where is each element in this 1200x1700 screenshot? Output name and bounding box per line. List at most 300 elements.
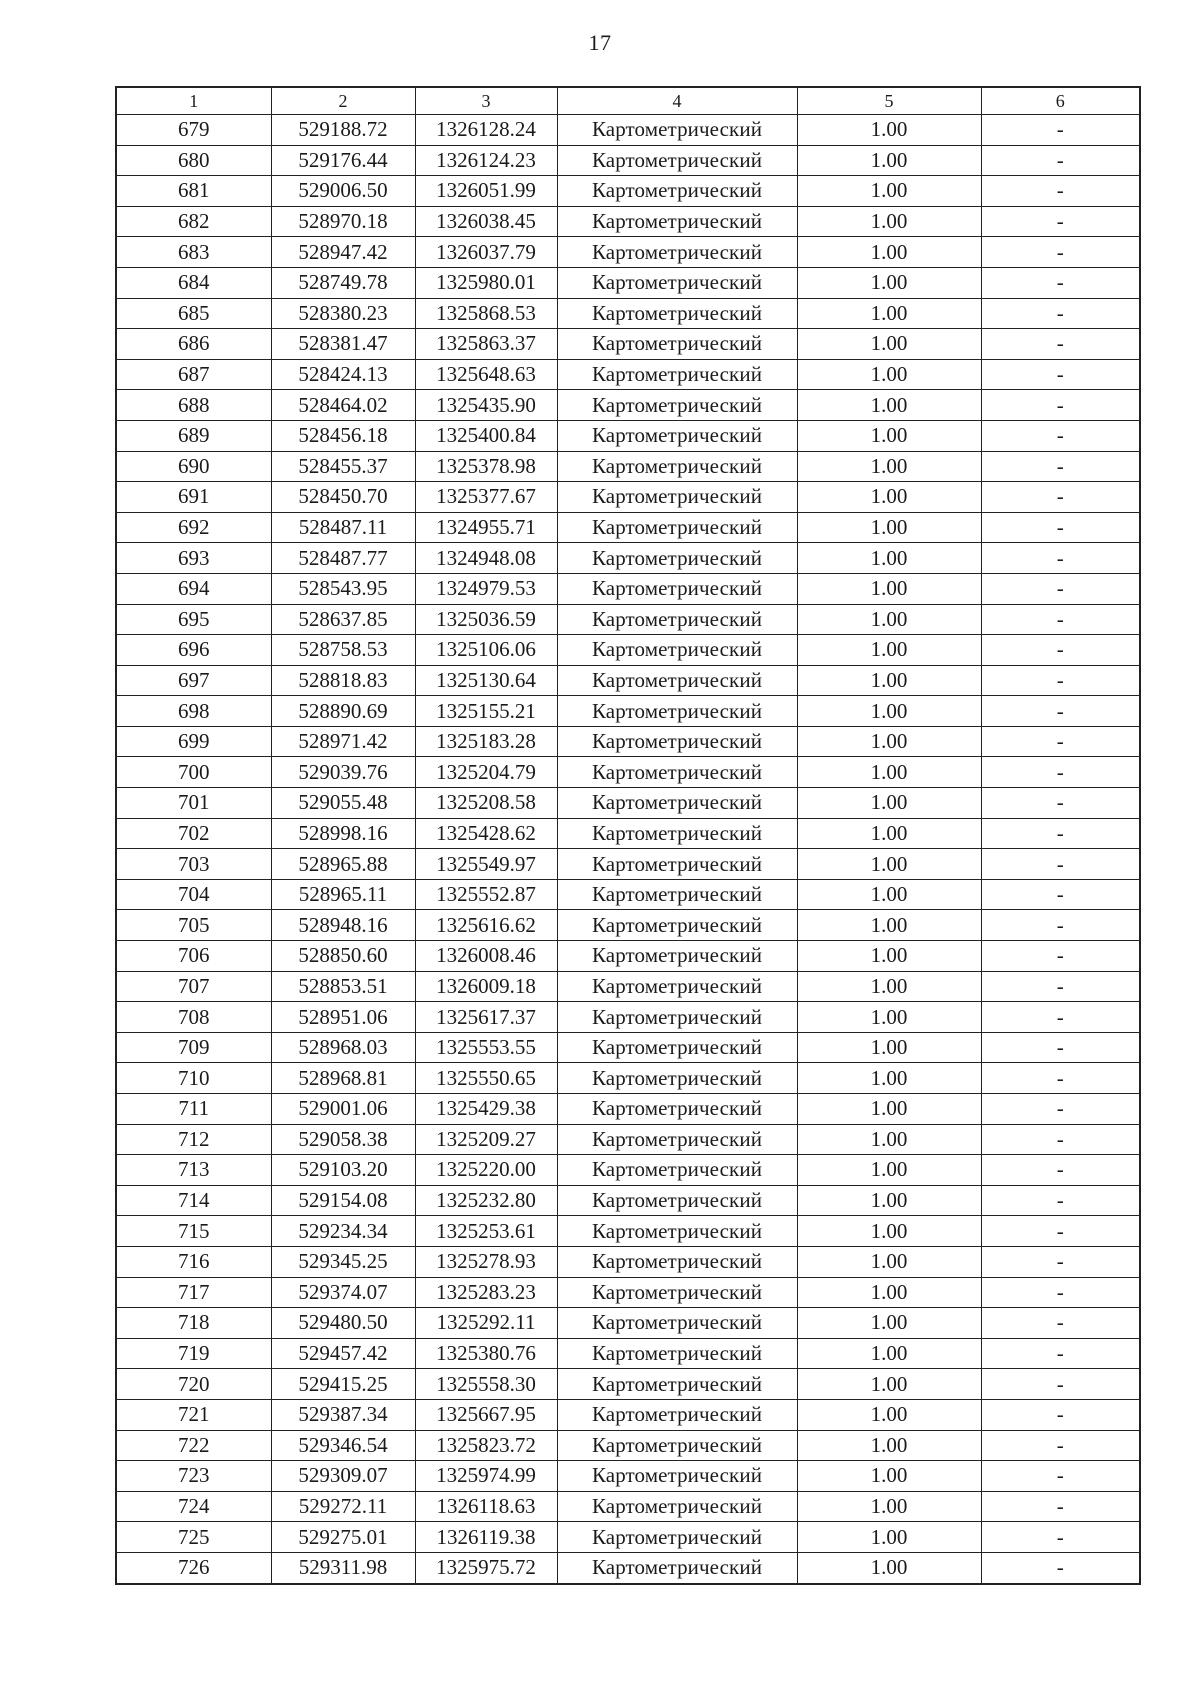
- x-coordinate-cell: 529188.72: [271, 115, 415, 146]
- point-number-cell: 683: [116, 237, 271, 268]
- table-row: [116, 512, 1140, 543]
- note-cell: -: [981, 879, 1140, 910]
- x-coordinate-cell: 528968.81: [271, 1063, 415, 1094]
- note-cell: -: [981, 206, 1140, 237]
- accuracy-cell: 1.00: [797, 849, 981, 880]
- y-coordinate-cell: 1326119.38: [415, 1522, 557, 1553]
- accuracy-cell: 1.00: [797, 696, 981, 727]
- point-number-cell: 719: [116, 1338, 271, 1369]
- point-number-cell: 697: [116, 665, 271, 696]
- y-coordinate-cell: 1325863.37: [415, 329, 557, 360]
- note-cell: -: [981, 267, 1140, 298]
- note-cell: -: [981, 1522, 1140, 1553]
- method-cell: Картометрический: [557, 1522, 797, 1553]
- note-cell: -: [981, 482, 1140, 513]
- method-cell: Картометрический: [557, 298, 797, 329]
- accuracy-cell: 1.00: [797, 298, 981, 329]
- y-coordinate-cell: 1325648.63: [415, 359, 557, 390]
- note-cell: -: [981, 1155, 1140, 1186]
- x-coordinate-cell: 529415.25: [271, 1369, 415, 1400]
- method-cell: Картометрический: [557, 115, 797, 146]
- accuracy-cell: 1.00: [797, 879, 981, 910]
- table-row: [116, 267, 1140, 298]
- y-coordinate-cell: 1325232.80: [415, 1185, 557, 1216]
- method-cell: Картометрический: [557, 237, 797, 268]
- y-coordinate-cell: 1325616.62: [415, 910, 557, 941]
- x-coordinate-cell: 528464.02: [271, 390, 415, 421]
- accuracy-cell: 1.00: [797, 451, 981, 482]
- accuracy-cell: 1.00: [797, 1185, 981, 1216]
- x-coordinate-cell: 529311.98: [271, 1552, 415, 1583]
- y-coordinate-cell: 1326051.99: [415, 176, 557, 207]
- method-cell: Картометрический: [557, 1491, 797, 1522]
- point-number-cell: 713: [116, 1155, 271, 1186]
- table-row: [116, 1124, 1140, 1155]
- y-coordinate-cell: 1325378.98: [415, 451, 557, 482]
- table-row: [116, 1185, 1140, 1216]
- point-number-cell: 695: [116, 604, 271, 635]
- note-cell: -: [981, 176, 1140, 207]
- table-row: [116, 635, 1140, 666]
- note-cell: -: [981, 115, 1140, 146]
- accuracy-cell: 1.00: [797, 329, 981, 360]
- note-cell: -: [981, 788, 1140, 819]
- table-row: [116, 696, 1140, 727]
- point-number-cell: 688: [116, 390, 271, 421]
- note-cell: -: [981, 818, 1140, 849]
- note-cell: -: [981, 696, 1140, 727]
- method-cell: Картометрический: [557, 329, 797, 360]
- table-row: [116, 757, 1140, 788]
- y-coordinate-cell: 1325036.59: [415, 604, 557, 635]
- accuracy-cell: 1.00: [797, 145, 981, 176]
- table-row: [116, 1094, 1140, 1125]
- point-number-cell: 707: [116, 971, 271, 1002]
- x-coordinate-cell: 528850.60: [271, 941, 415, 972]
- method-cell: Картометрический: [557, 390, 797, 421]
- accuracy-cell: 1.00: [797, 573, 981, 604]
- column-header-5: 5: [797, 87, 981, 115]
- table-row: [116, 329, 1140, 360]
- table-row: [116, 420, 1140, 451]
- point-number-cell: 708: [116, 1002, 271, 1033]
- x-coordinate-cell: 529058.38: [271, 1124, 415, 1155]
- x-coordinate-cell: 528948.16: [271, 910, 415, 941]
- table-row: [116, 482, 1140, 513]
- point-number-cell: 684: [116, 267, 271, 298]
- point-number-cell: 694: [116, 573, 271, 604]
- method-cell: Картометрический: [557, 482, 797, 513]
- method-cell: Картометрический: [557, 267, 797, 298]
- point-number-cell: 726: [116, 1552, 271, 1583]
- method-cell: Картометрический: [557, 573, 797, 604]
- table-row: [116, 726, 1140, 757]
- y-coordinate-cell: 1326008.46: [415, 941, 557, 972]
- point-number-cell: 681: [116, 176, 271, 207]
- accuracy-cell: 1.00: [797, 1308, 981, 1339]
- note-cell: -: [981, 1461, 1140, 1492]
- accuracy-cell: 1.00: [797, 635, 981, 666]
- x-coordinate-cell: 528951.06: [271, 1002, 415, 1033]
- x-coordinate-cell: 528970.18: [271, 206, 415, 237]
- note-cell: -: [981, 512, 1140, 543]
- x-coordinate-cell: 529055.48: [271, 788, 415, 819]
- y-coordinate-cell: 1326009.18: [415, 971, 557, 1002]
- x-coordinate-cell: 529103.20: [271, 1155, 415, 1186]
- accuracy-cell: 1.00: [797, 1246, 981, 1277]
- y-coordinate-cell: 1326128.24: [415, 115, 557, 146]
- y-coordinate-cell: 1325106.06: [415, 635, 557, 666]
- x-coordinate-cell: 528543.95: [271, 573, 415, 604]
- note-cell: -: [981, 1246, 1140, 1277]
- table-row: [116, 237, 1140, 268]
- x-coordinate-cell: 528455.37: [271, 451, 415, 482]
- column-header-1: 1: [116, 87, 271, 115]
- method-cell: Картометрический: [557, 543, 797, 574]
- note-cell: -: [981, 757, 1140, 788]
- point-number-cell: 701: [116, 788, 271, 819]
- y-coordinate-cell: 1325617.37: [415, 1002, 557, 1033]
- y-coordinate-cell: 1325130.64: [415, 665, 557, 696]
- accuracy-cell: 1.00: [797, 543, 981, 574]
- point-number-cell: 698: [116, 696, 271, 727]
- method-cell: Картометрический: [557, 512, 797, 543]
- method-cell: Картометрический: [557, 757, 797, 788]
- method-cell: Картометрический: [557, 971, 797, 1002]
- note-cell: -: [981, 1063, 1140, 1094]
- point-number-cell: 725: [116, 1522, 271, 1553]
- accuracy-cell: 1.00: [797, 1032, 981, 1063]
- table-row: [116, 818, 1140, 849]
- note-cell: -: [981, 910, 1140, 941]
- accuracy-cell: 1.00: [797, 390, 981, 421]
- table-row: [116, 1277, 1140, 1308]
- y-coordinate-cell: 1325553.55: [415, 1032, 557, 1063]
- table-row: [116, 543, 1140, 574]
- accuracy-cell: 1.00: [797, 971, 981, 1002]
- accuracy-cell: 1.00: [797, 1552, 981, 1583]
- x-coordinate-cell: 528965.11: [271, 879, 415, 910]
- accuracy-cell: 1.00: [797, 1461, 981, 1492]
- y-coordinate-cell: 1325155.21: [415, 696, 557, 727]
- note-cell: -: [981, 1338, 1140, 1369]
- method-cell: Картометрический: [557, 1185, 797, 1216]
- x-coordinate-cell: 528853.51: [271, 971, 415, 1002]
- point-number-cell: 702: [116, 818, 271, 849]
- accuracy-cell: 1.00: [797, 665, 981, 696]
- y-coordinate-cell: 1326038.45: [415, 206, 557, 237]
- point-number-cell: 692: [116, 512, 271, 543]
- note-cell: -: [981, 665, 1140, 696]
- note-cell: -: [981, 635, 1140, 666]
- method-cell: Картометрический: [557, 604, 797, 635]
- point-number-cell: 682: [116, 206, 271, 237]
- point-number-cell: 696: [116, 635, 271, 666]
- y-coordinate-cell: 1326037.79: [415, 237, 557, 268]
- note-cell: -: [981, 237, 1140, 268]
- x-coordinate-cell: 529154.08: [271, 1185, 415, 1216]
- method-cell: Картометрический: [557, 1002, 797, 1033]
- method-cell: Картометрический: [557, 1124, 797, 1155]
- method-cell: Картометрический: [557, 1094, 797, 1125]
- x-coordinate-cell: 529345.25: [271, 1246, 415, 1277]
- table-row: [116, 1338, 1140, 1369]
- x-coordinate-cell: 528424.13: [271, 359, 415, 390]
- accuracy-cell: 1.00: [797, 1430, 981, 1461]
- x-coordinate-cell: 529457.42: [271, 1338, 415, 1369]
- point-number-cell: 712: [116, 1124, 271, 1155]
- note-cell: -: [981, 1094, 1140, 1125]
- column-header-2: 2: [271, 87, 415, 115]
- table-row: [116, 1461, 1140, 1492]
- table-row: [116, 573, 1140, 604]
- method-cell: Картометрический: [557, 1399, 797, 1430]
- accuracy-cell: 1.00: [797, 1094, 981, 1125]
- coordinates-table: [115, 86, 1141, 1585]
- note-cell: -: [981, 298, 1140, 329]
- point-number-cell: 720: [116, 1369, 271, 1400]
- x-coordinate-cell: 528749.78: [271, 267, 415, 298]
- method-cell: Картометрический: [557, 696, 797, 727]
- note-cell: -: [981, 1399, 1140, 1430]
- table-header: [116, 87, 1140, 115]
- y-coordinate-cell: 1325823.72: [415, 1430, 557, 1461]
- note-cell: -: [981, 390, 1140, 421]
- x-coordinate-cell: 529234.34: [271, 1216, 415, 1247]
- table-row: [116, 941, 1140, 972]
- y-coordinate-cell: 1325278.93: [415, 1246, 557, 1277]
- method-cell: Картометрический: [557, 176, 797, 207]
- method-cell: Картометрический: [557, 818, 797, 849]
- accuracy-cell: 1.00: [797, 788, 981, 819]
- method-cell: Картометрический: [557, 1277, 797, 1308]
- x-coordinate-cell: 529480.50: [271, 1308, 415, 1339]
- x-coordinate-cell: 528450.70: [271, 482, 415, 513]
- point-number-cell: 685: [116, 298, 271, 329]
- note-cell: -: [981, 573, 1140, 604]
- note-cell: -: [981, 1216, 1140, 1247]
- note-cell: -: [981, 1124, 1140, 1155]
- method-cell: Картометрический: [557, 910, 797, 941]
- x-coordinate-cell: 528381.47: [271, 329, 415, 360]
- y-coordinate-cell: 1325868.53: [415, 298, 557, 329]
- method-cell: Картометрический: [557, 635, 797, 666]
- y-coordinate-cell: 1325283.23: [415, 1277, 557, 1308]
- x-coordinate-cell: 528487.77: [271, 543, 415, 574]
- point-number-cell: 679: [116, 115, 271, 146]
- y-coordinate-cell: 1325980.01: [415, 267, 557, 298]
- x-coordinate-cell: 529374.07: [271, 1277, 415, 1308]
- note-cell: -: [981, 1277, 1140, 1308]
- y-coordinate-cell: 1325549.97: [415, 849, 557, 880]
- accuracy-cell: 1.00: [797, 267, 981, 298]
- method-cell: Картометрический: [557, 665, 797, 696]
- y-coordinate-cell: 1325552.87: [415, 879, 557, 910]
- note-cell: -: [981, 849, 1140, 880]
- y-coordinate-cell: 1325253.61: [415, 1216, 557, 1247]
- y-coordinate-cell: 1325380.76: [415, 1338, 557, 1369]
- point-number-cell: 716: [116, 1246, 271, 1277]
- x-coordinate-cell: 528968.03: [271, 1032, 415, 1063]
- x-coordinate-cell: 529275.01: [271, 1522, 415, 1553]
- accuracy-cell: 1.00: [797, 237, 981, 268]
- y-coordinate-cell: 1325428.62: [415, 818, 557, 849]
- note-cell: -: [981, 941, 1140, 972]
- table-row: [116, 451, 1140, 482]
- table-row: [116, 115, 1140, 146]
- x-coordinate-cell: 528380.23: [271, 298, 415, 329]
- point-number-cell: 690: [116, 451, 271, 482]
- method-cell: Картометрический: [557, 1216, 797, 1247]
- y-coordinate-cell: 1325435.90: [415, 390, 557, 421]
- y-coordinate-cell: 1325400.84: [415, 420, 557, 451]
- method-cell: Картометрический: [557, 941, 797, 972]
- note-cell: -: [981, 359, 1140, 390]
- accuracy-cell: 1.00: [797, 420, 981, 451]
- method-cell: Картометрический: [557, 451, 797, 482]
- accuracy-cell: 1.00: [797, 910, 981, 941]
- y-coordinate-cell: 1326124.23: [415, 145, 557, 176]
- x-coordinate-cell: 529272.11: [271, 1491, 415, 1522]
- note-cell: -: [981, 971, 1140, 1002]
- x-coordinate-cell: 529346.54: [271, 1430, 415, 1461]
- accuracy-cell: 1.00: [797, 176, 981, 207]
- table-body: [116, 115, 1140, 1584]
- accuracy-cell: 1.00: [797, 482, 981, 513]
- note-cell: -: [981, 543, 1140, 574]
- accuracy-cell: 1.00: [797, 757, 981, 788]
- point-number-cell: 706: [116, 941, 271, 972]
- column-header-4: 4: [557, 87, 797, 115]
- table-row: [116, 1063, 1140, 1094]
- point-number-cell: 709: [116, 1032, 271, 1063]
- point-number-cell: 724: [116, 1491, 271, 1522]
- x-coordinate-cell: 528971.42: [271, 726, 415, 757]
- point-number-cell: 703: [116, 849, 271, 880]
- x-coordinate-cell: 528998.16: [271, 818, 415, 849]
- method-cell: Картометрический: [557, 145, 797, 176]
- accuracy-cell: 1.00: [797, 206, 981, 237]
- y-coordinate-cell: 1325208.58: [415, 788, 557, 819]
- y-coordinate-cell: 1325377.67: [415, 482, 557, 513]
- table-row: [116, 1491, 1140, 1522]
- table-row: [116, 971, 1140, 1002]
- note-cell: -: [981, 145, 1140, 176]
- table-row: [116, 604, 1140, 635]
- note-cell: -: [981, 1491, 1140, 1522]
- accuracy-cell: 1.00: [797, 1338, 981, 1369]
- note-cell: -: [981, 1032, 1140, 1063]
- note-cell: -: [981, 1430, 1140, 1461]
- x-coordinate-cell: 528965.88: [271, 849, 415, 880]
- table-row: [116, 298, 1140, 329]
- point-number-cell: 686: [116, 329, 271, 360]
- x-coordinate-cell: 529309.07: [271, 1461, 415, 1492]
- y-coordinate-cell: 1326118.63: [415, 1491, 557, 1522]
- y-coordinate-cell: 1325204.79: [415, 757, 557, 788]
- method-cell: Картометрический: [557, 788, 797, 819]
- note-cell: -: [981, 1185, 1140, 1216]
- accuracy-cell: 1.00: [797, 512, 981, 543]
- table-row: [116, 145, 1140, 176]
- point-number-cell: 680: [116, 145, 271, 176]
- point-number-cell: 691: [116, 482, 271, 513]
- method-cell: Картометрический: [557, 726, 797, 757]
- table-row: [116, 1552, 1140, 1583]
- note-cell: -: [981, 1308, 1140, 1339]
- table-row: [116, 176, 1140, 207]
- point-number-cell: 714: [116, 1185, 271, 1216]
- point-number-cell: 711: [116, 1094, 271, 1125]
- table-row: [116, 879, 1140, 910]
- note-cell: -: [981, 1369, 1140, 1400]
- table-row: [116, 849, 1140, 880]
- accuracy-cell: 1.00: [797, 604, 981, 635]
- table-row: [116, 1522, 1140, 1553]
- point-number-cell: 718: [116, 1308, 271, 1339]
- y-coordinate-cell: 1325183.28: [415, 726, 557, 757]
- method-cell: Картометрический: [557, 879, 797, 910]
- accuracy-cell: 1.00: [797, 1063, 981, 1094]
- method-cell: Картометрический: [557, 420, 797, 451]
- point-number-cell: 687: [116, 359, 271, 390]
- y-coordinate-cell: 1325667.95: [415, 1399, 557, 1430]
- table-row: [116, 359, 1140, 390]
- method-cell: Картометрический: [557, 1338, 797, 1369]
- accuracy-cell: 1.00: [797, 726, 981, 757]
- point-number-cell: 705: [116, 910, 271, 941]
- point-number-cell: 699: [116, 726, 271, 757]
- method-cell: Картометрический: [557, 849, 797, 880]
- accuracy-cell: 1.00: [797, 359, 981, 390]
- method-cell: Картометрический: [557, 1552, 797, 1583]
- y-coordinate-cell: 1324979.53: [415, 573, 557, 604]
- column-header-3: 3: [415, 87, 557, 115]
- point-number-cell: 700: [116, 757, 271, 788]
- y-coordinate-cell: 1325292.11: [415, 1308, 557, 1339]
- note-cell: -: [981, 329, 1140, 360]
- table-row: [116, 788, 1140, 819]
- table-row: [116, 1002, 1140, 1033]
- point-number-cell: 722: [116, 1430, 271, 1461]
- method-cell: Картометрический: [557, 1246, 797, 1277]
- method-cell: Картометрический: [557, 1430, 797, 1461]
- y-coordinate-cell: 1324955.71: [415, 512, 557, 543]
- accuracy-cell: 1.00: [797, 1155, 981, 1186]
- accuracy-cell: 1.00: [797, 1491, 981, 1522]
- table-row: [116, 206, 1140, 237]
- x-coordinate-cell: 529176.44: [271, 145, 415, 176]
- x-coordinate-cell: 528758.53: [271, 635, 415, 666]
- point-number-cell: 721: [116, 1399, 271, 1430]
- x-coordinate-cell: 528818.83: [271, 665, 415, 696]
- method-cell: Картометрический: [557, 206, 797, 237]
- method-cell: Картометрический: [557, 1155, 797, 1186]
- point-number-cell: 689: [116, 420, 271, 451]
- point-number-cell: 717: [116, 1277, 271, 1308]
- page-number: 17: [588, 30, 612, 55]
- x-coordinate-cell: 528456.18: [271, 420, 415, 451]
- accuracy-cell: 1.00: [797, 818, 981, 849]
- column-header-6: 6: [981, 87, 1140, 115]
- table-row: [116, 1246, 1140, 1277]
- x-coordinate-cell: 529001.06: [271, 1094, 415, 1125]
- y-coordinate-cell: 1325975.72: [415, 1552, 557, 1583]
- x-coordinate-cell: 528947.42: [271, 237, 415, 268]
- x-coordinate-cell: 529006.50: [271, 176, 415, 207]
- x-coordinate-cell: 529039.76: [271, 757, 415, 788]
- table-row: [116, 910, 1140, 941]
